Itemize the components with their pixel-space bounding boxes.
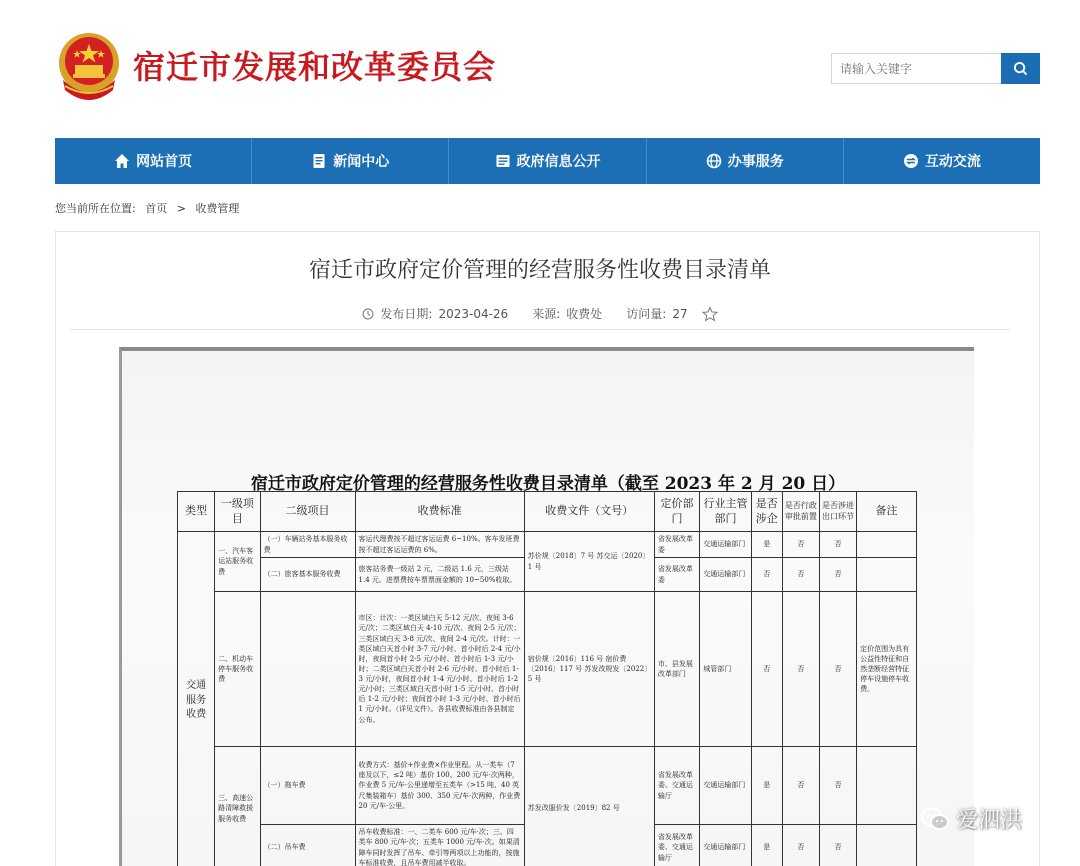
site-header bbox=[0, 0, 1080, 138]
note-cell: 定价范围为具有公益性特征和自然垄断经营特征停车设施停车收费。 bbox=[857, 592, 917, 747]
pricing-cell: 省发展改革委 bbox=[654, 558, 699, 592]
nav-item-label: 互动交流 bbox=[924, 154, 981, 170]
export-cell: 否 bbox=[819, 747, 856, 825]
star-icon[interactable] bbox=[702, 306, 718, 322]
note-cell bbox=[857, 747, 917, 825]
authority-cell: 城管部门 bbox=[700, 592, 752, 747]
note-cell bbox=[857, 825, 917, 866]
level1-cell: 三、高速公路清障救援服务收费 bbox=[215, 747, 260, 866]
level2-cell: （一）拖车费 bbox=[260, 747, 355, 825]
pricing-cell: 市、县发展改革部门 bbox=[654, 592, 699, 747]
authority-cell: 交通运输部门 bbox=[700, 747, 752, 825]
approval-cell: 否 bbox=[782, 592, 819, 747]
note-cell bbox=[857, 558, 917, 592]
meta-divider bbox=[70, 329, 1010, 330]
header-cell: 是否行政审批前置 bbox=[782, 492, 819, 532]
standard-cell: 吊车收费标准：一、二类车 600 元/车·次；三、四类车 800 元/车·次；五类车 1000 元/车·次。如果清障车同时发挥了吊车、牵引等两项以上功能的，按施车标准收费，且吊车费用减半收取。 bbox=[355, 825, 524, 866]
enterprise-cell: 是 bbox=[751, 825, 782, 866]
export-cell: 否 bbox=[819, 532, 856, 558]
approval-cell: 否 bbox=[782, 532, 819, 558]
export-cell: 否 bbox=[819, 592, 856, 747]
enterprise-cell: 否 bbox=[751, 592, 782, 747]
exchange-icon bbox=[903, 153, 919, 169]
level2-cell: （二）旅客基本服务收费 bbox=[260, 558, 355, 592]
doc-cell: 宿价规〔2016〕116 号 宿价费〔2016〕117 号 苏发改规发〔2022〕5 号 bbox=[524, 592, 654, 747]
approval-cell: 否 bbox=[782, 558, 819, 592]
clock-icon bbox=[362, 308, 374, 320]
info-icon bbox=[495, 153, 511, 169]
header-cell: 行业主管部门 bbox=[700, 492, 752, 532]
level1-cell: 二、机动车停车服务收费 bbox=[215, 592, 260, 747]
nav-item-interaction[interactable] bbox=[844, 138, 1040, 184]
visits-label: 访问量: bbox=[626, 307, 667, 321]
type-cell: 交通服务收费 bbox=[178, 532, 215, 866]
header-cell: 类型 bbox=[178, 492, 215, 532]
pricing-cell: 省发展改革委、交通运输厅 bbox=[654, 825, 699, 866]
document-page bbox=[122, 351, 974, 866]
national-emblem-icon[interactable] bbox=[55, 30, 123, 104]
breadcrumb-item-current[interactable]: 收费管理 bbox=[195, 202, 240, 215]
breadcrumb-item-home[interactable]: 首页 bbox=[145, 202, 168, 215]
header-cell: 收费文件（文号） bbox=[524, 492, 654, 532]
document-title: 宿迁市政府定价管理的经营服务性收费目录清单（截至 2023 年 2 月 20 日） bbox=[250, 474, 846, 494]
site-title[interactable]: 宿迁市发展和改革委员会 bbox=[133, 48, 497, 86]
header-cell: 是否涉进出口环节 bbox=[819, 492, 856, 532]
export-cell: 否 bbox=[819, 825, 856, 866]
standard-cell: 旅客站务费一级站 2 元，二级站 1.6 元，三级站 1.4 元。进票费按车票票面金额的 10~50%收取。 bbox=[355, 558, 524, 592]
breadcrumb-separator: > bbox=[176, 202, 186, 215]
note-cell bbox=[857, 532, 917, 558]
pricing-cell: 省发展改革委、交通运输厅 bbox=[654, 747, 699, 825]
level2-cell bbox=[260, 592, 355, 747]
globe-icon bbox=[706, 153, 722, 169]
nav-item-label: 新闻中心 bbox=[333, 154, 390, 170]
date-label: 发布日期: bbox=[380, 307, 433, 321]
table-row bbox=[178, 532, 917, 558]
nav-item-gov-info[interactable] bbox=[449, 138, 646, 184]
level2-cell: （二）吊车费 bbox=[260, 825, 355, 866]
wechat-watermark bbox=[920, 803, 1022, 834]
breadcrumb-prefix: 您当前所在位置: bbox=[55, 202, 136, 215]
document-image bbox=[119, 347, 974, 866]
nav-item-home[interactable] bbox=[55, 138, 252, 184]
standard-cell: 客运代理费按不超过客运运费 6~10%。客车发班费按不超过客运运费的 6%。 bbox=[355, 532, 524, 558]
header-cell: 是否涉企 bbox=[751, 492, 782, 532]
authority-cell: 交通运输部门 bbox=[700, 532, 752, 558]
source-value: 收费处 bbox=[566, 307, 603, 321]
doc-cell: 苏发改服价发〔2019〕82 号 bbox=[524, 747, 654, 866]
standard-cell: 市区：计次：一类区域白天 5-12 元/次、夜间 3-6 元/次；二类区域白天 4-10 元/次、夜间 2-5 元/次；三类区域白天 3-8 元/次、夜间 2-4 元/次。计时：一类区域白天首小时 3-7 元/小时、首小时后 2-4 元/小时，夜间首小时 2-5 元/小时、首小时后 1-3 元/小时；二类区域白天首小时 2-6 元/小时、首小时后 1-3 元/小时，夜间首小时 1-4 元/小时、首小时后 1-2 元/小时；三类区域白天首小时 1-5 元/小时、首小时后 1-2 元/小时；夜间首小时 1-3 元/小时、首小时后 1 元/小时。（详见文件）。各县收费标准由各县制定公布。 bbox=[355, 592, 524, 747]
wechat-icon bbox=[920, 806, 950, 832]
table-row bbox=[178, 592, 917, 747]
authority-cell: 交通运输部门 bbox=[700, 825, 752, 866]
nav-item-label: 政府信息公开 bbox=[516, 154, 601, 170]
article-meta bbox=[0, 305, 1080, 322]
article-title: 宿迁市政府定价管理的经营服务性收费目录清单 bbox=[308, 258, 771, 283]
header-cell: 二级项目 bbox=[260, 492, 355, 532]
nav-item-services[interactable] bbox=[647, 138, 844, 184]
home-icon bbox=[114, 153, 130, 169]
publish-date: 2023-04-26 bbox=[438, 306, 509, 321]
export-cell: 否 bbox=[819, 558, 856, 592]
search-icon bbox=[1013, 61, 1028, 76]
approval-cell: 否 bbox=[782, 825, 819, 866]
header-cell: 一级项目 bbox=[215, 492, 260, 532]
approval-cell: 否 bbox=[782, 747, 819, 825]
enterprise-cell: 是 bbox=[751, 747, 782, 825]
header-cell: 收费标准 bbox=[355, 492, 524, 532]
level1-cell: 一、汽车客运站服务收费 bbox=[215, 532, 260, 592]
nav-item-label: 办事服务 bbox=[727, 154, 784, 170]
watermark-text: 爱泗洪 bbox=[956, 808, 1023, 833]
main-nav bbox=[55, 138, 1040, 184]
enterprise-cell: 是 bbox=[751, 532, 782, 558]
level2-cell: （一）车辆站务基本服务收费 bbox=[260, 532, 355, 558]
visits-count: 27 bbox=[672, 306, 688, 321]
authority-cell: 交通运输部门 bbox=[700, 558, 752, 592]
search-button[interactable] bbox=[1001, 53, 1040, 84]
standard-cell: 收费方式：基价+作业费×作业里程。从一类车（7 座及以下，≤2 吨）基价 100、200 元/车·次两种，作业费 5 元/车·公里递增至五类车（>15 吨、40 英尺集装箱车）基价 300、350 元/车·次两种，作业费 20 元/车·公里。 bbox=[355, 747, 524, 825]
search-input[interactable] bbox=[831, 53, 1002, 84]
fee-table bbox=[177, 491, 917, 866]
header-cell: 定价部门 bbox=[654, 492, 699, 532]
document-icon bbox=[311, 153, 327, 169]
pricing-cell: 省发展改革委 bbox=[654, 532, 699, 558]
breadcrumb bbox=[55, 200, 245, 216]
doc-cell: 苏价规〔2018〕7 号 苏交运〔2020〕1 号 bbox=[524, 532, 654, 592]
source-label: 来源: bbox=[532, 307, 561, 321]
table-row bbox=[178, 747, 917, 825]
table-header-row bbox=[178, 492, 917, 532]
header-cell: 备注 bbox=[857, 492, 917, 532]
nav-item-label: 网站首页 bbox=[136, 154, 193, 170]
enterprise-cell: 否 bbox=[751, 558, 782, 592]
nav-item-news[interactable] bbox=[252, 138, 449, 184]
